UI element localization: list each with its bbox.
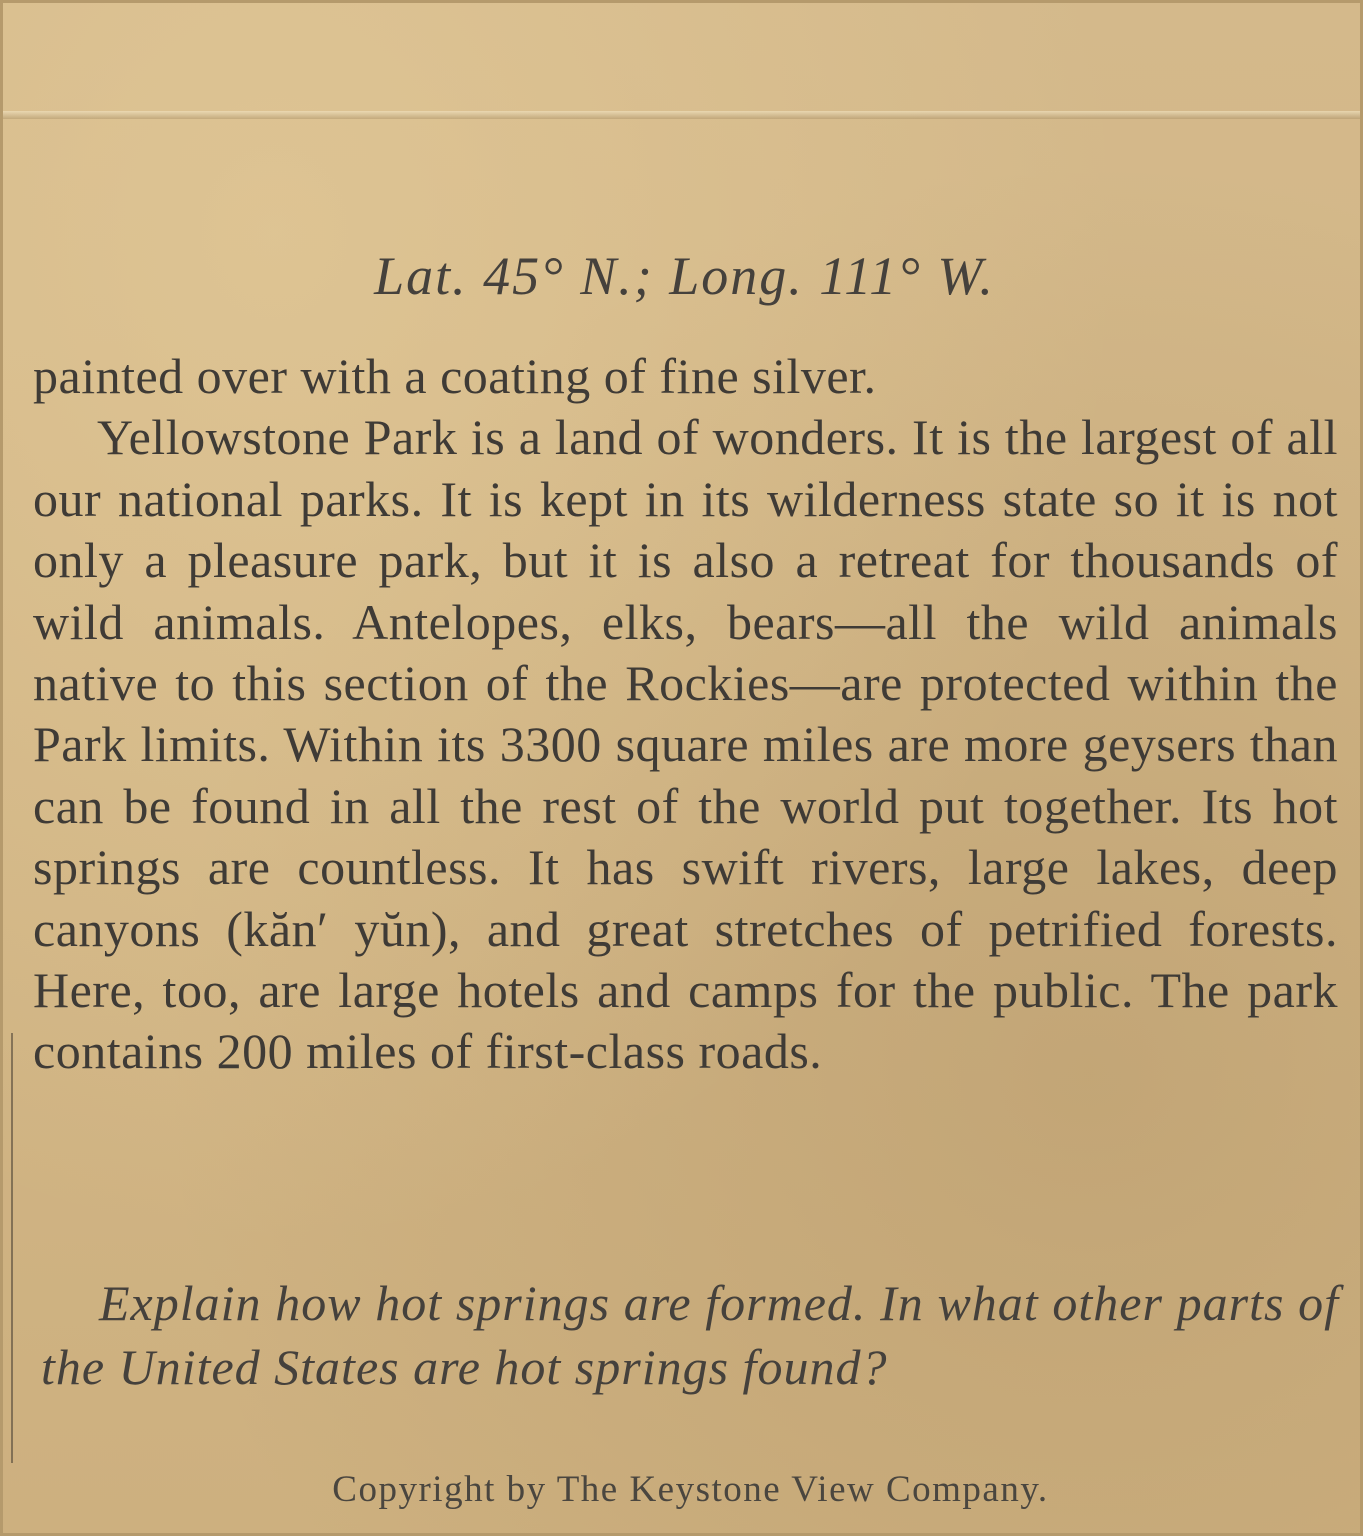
continuation-paragraph: painted over with a coating of fine silver. <box>33 348 877 404</box>
yellowstone-paragraph: Yellowstone Park is a land of wonders. It is the largest of all our national parks. It is kept in its wilderness state so it is not only a pleasure park, but it is also a retreat for thousands of wild animals. Antelopes, elks, bears—all the wild animals native to this section of the Rockies—are protected within the Park limits. Within its 3300 square miles are more geysers than can be found in all the rest of the world put together. Its hot springs are countless. It has swift rivers, large lakes, deep canyons (kăn′ yŭn), and great stretches of petrified forests. Here, too, are large hotels and camps for the public. The park contains 200 miles of first-class roads. <box>33 409 1338 1080</box>
paper-crease <box>3 111 1363 119</box>
study-question: Explain how hot springs are formed. In what other parts of the United States are hot springs found? <box>41 1275 1339 1395</box>
copyright-line: Copyright by The Keystone View Company. <box>332 1469 1049 1510</box>
description-text <box>33 346 1338 1083</box>
coordinates-heading: Lat. 45° N.; Long. 111° W. <box>374 246 995 306</box>
left-margin-rule <box>11 1033 13 1463</box>
